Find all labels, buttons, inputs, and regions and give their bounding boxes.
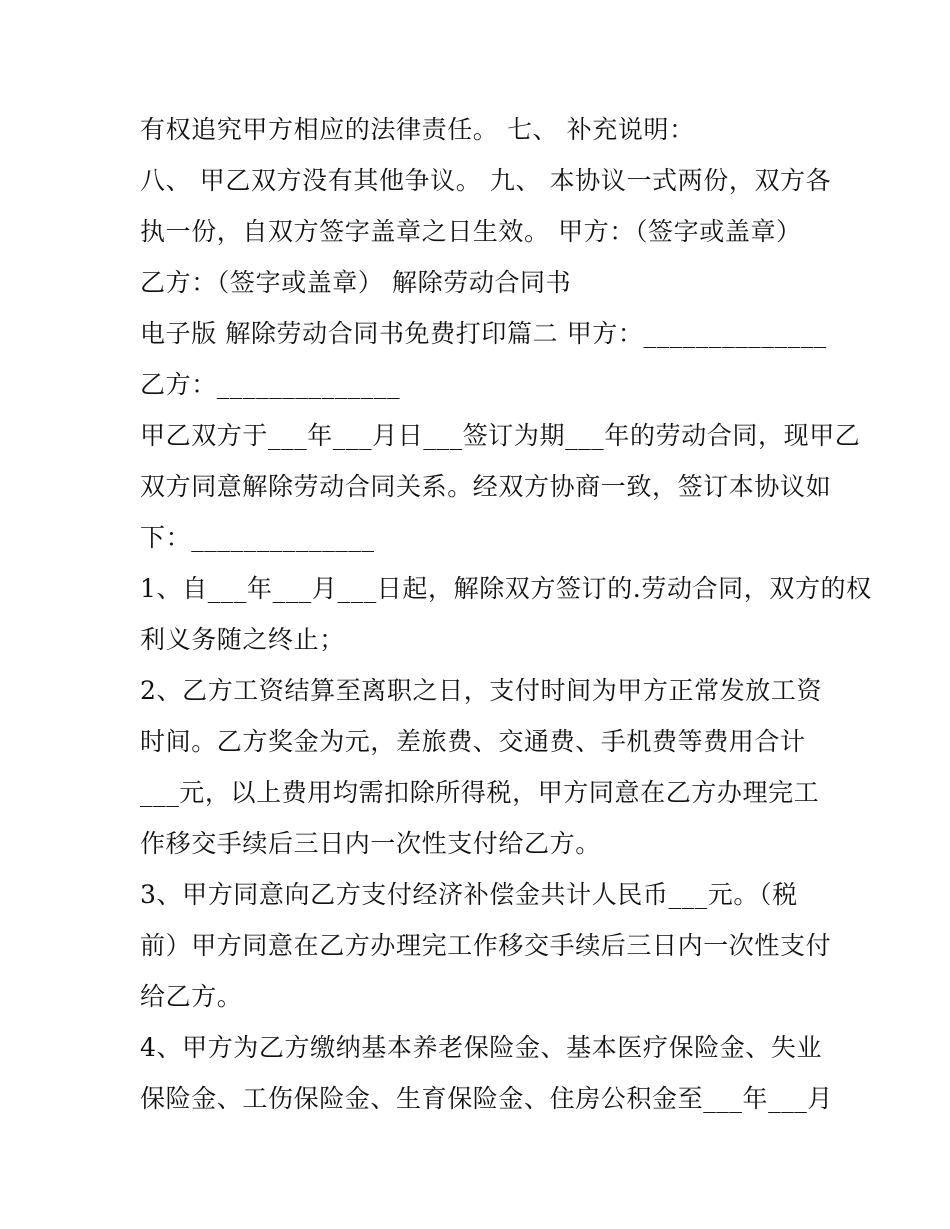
text-line: 执一份，自双方签字盖章之日生效。 甲方：（签字或盖章） <box>140 217 802 246</box>
text-line: 3、甲方同意向乙方支付经济补偿金共计人民币___元。（税 <box>140 880 798 909</box>
text-line: 4、甲方为乙方缴纳基本养老保险金、基本医疗保险金、失业 <box>140 1033 823 1062</box>
text-line: 电子版 解除劳动合同书免费打印篇二 甲方：______________ <box>140 319 827 348</box>
text-line: ___元，以上费用均需扣除所得税，甲方同意在乙方办理完工 <box>140 778 820 807</box>
text-line: 乙方：（签字或盖章） 解除劳动合同书 <box>140 268 572 297</box>
text-line: 八、 甲乙双方没有其他争议。 九、 本协议一式两份，双方各 <box>140 166 832 195</box>
document-body <box>140 110 872 1130</box>
text-line: 给乙方。 <box>140 982 243 1011</box>
text-line: 有权追究甲方相应的法律责任。 七、 补充说明： <box>140 115 695 144</box>
text-line: 前）甲方同意在乙方办理完工作移交手续后三日内一次性支付 <box>140 931 832 960</box>
text-line: 作移交手续后三日内一次性支付给乙方。 <box>140 829 601 858</box>
text-line: 利义务随之终止； <box>140 625 345 654</box>
text-line: 保险金、工伤保险金、生育保险金、住房公积金至___年___月 <box>140 1084 834 1113</box>
text-line: 双方同意解除劳动合同关系。经双方协商一致，签订本协议如 <box>140 472 832 501</box>
text-line: 2、乙方工资结算至离职之日，支付时间为甲方正常发放工资 <box>140 676 823 705</box>
text-line: 下：______________ <box>140 523 375 552</box>
text-line: 1、自___年___月___日起，解除双方签订的.劳动合同，双方的权 <box>140 574 872 603</box>
text-line: 甲乙双方于___年___月日___签订为期___年的劳动合同，现甲乙 <box>140 421 861 450</box>
text-line: 时间。乙方奖金为元，差旅费、交通费、手机费等费用合计 <box>140 727 806 756</box>
text-line: 乙方：______________ <box>140 370 401 399</box>
